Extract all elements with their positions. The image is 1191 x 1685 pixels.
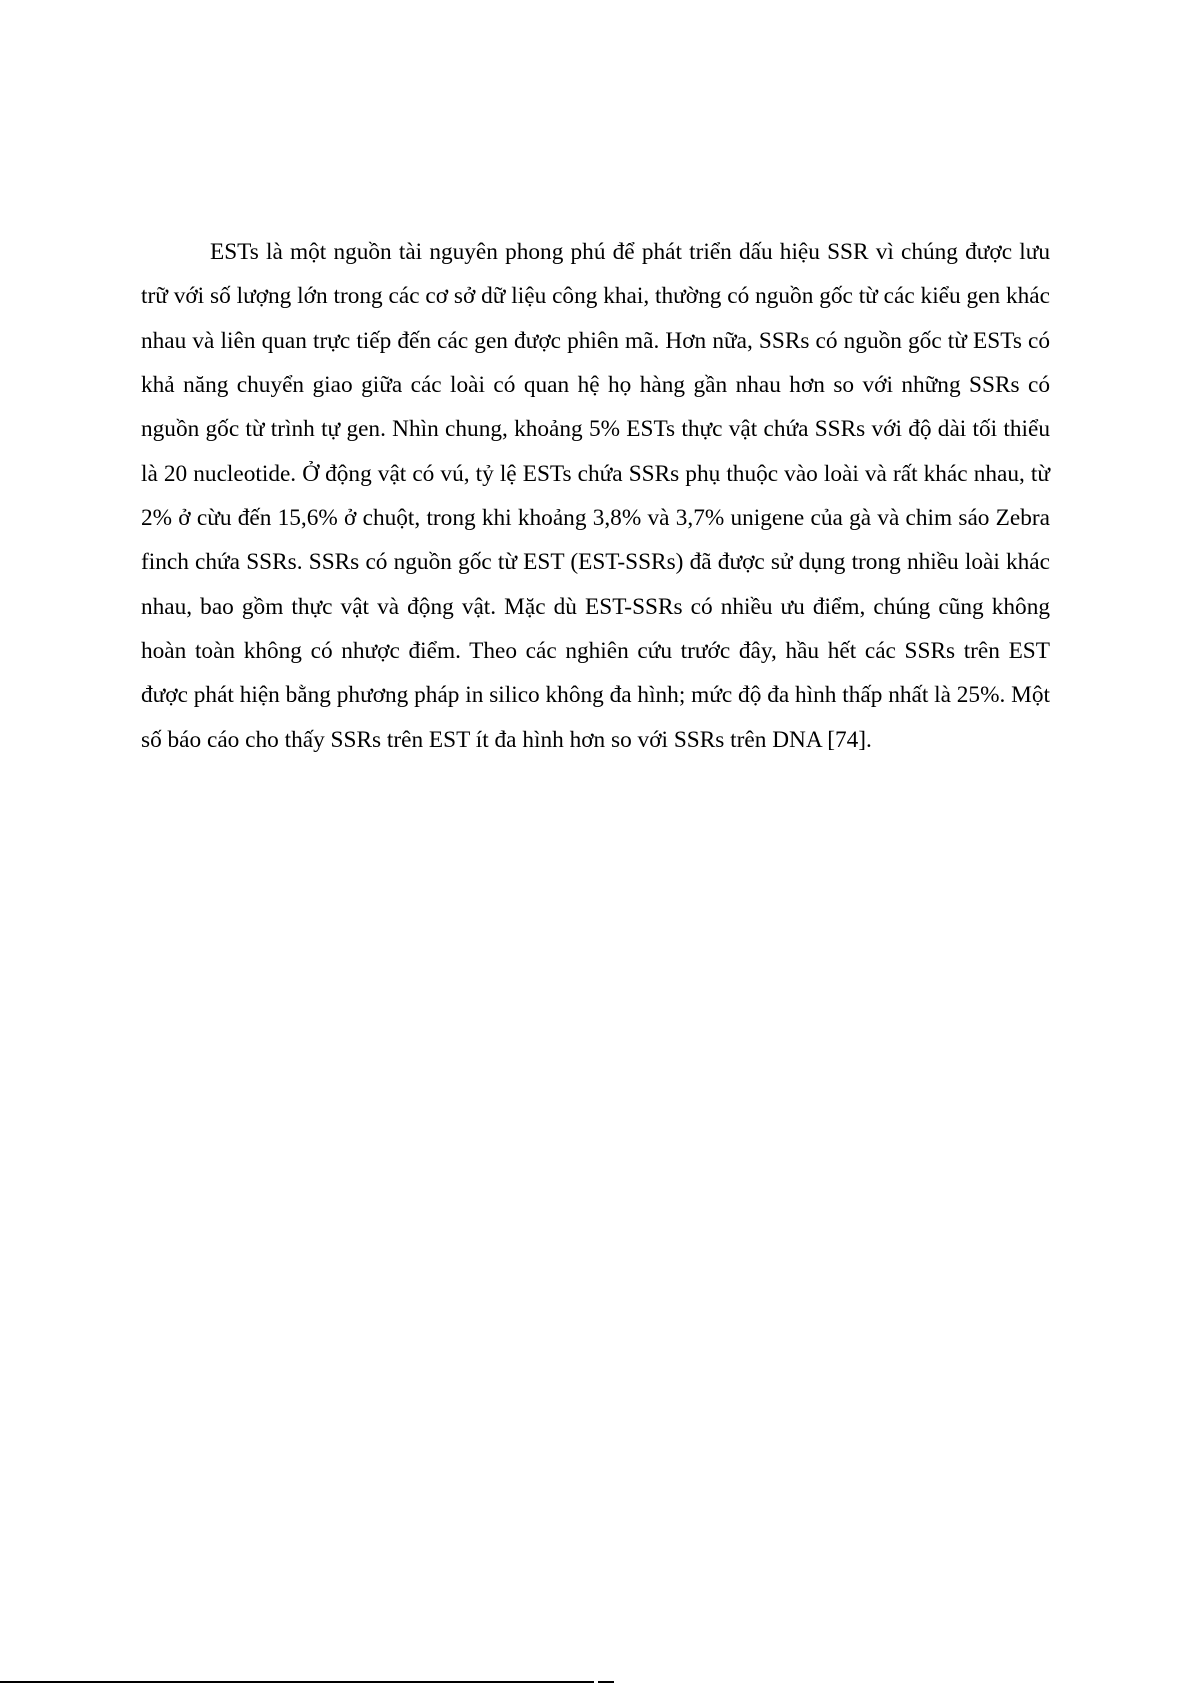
body-paragraph: ESTs là một nguồn tài nguyên phong phú để phát triển dấu hiệu SSR vì chúng được lưu trữ với số lượng lớn trong các cơ sở dữ liệu công khai, thường có nguồn gốc từ các kiểu gen khác nhau và liên quan trực tiếp đến các gen được phiên mã. Hơn nữa, SSRs có nguồn gốc từ ESTs có khả năng chuyển giao giữa các loài có quan hệ họ hàng gần nhau hơn so với những SSRs có nguồn gốc từ trình tự gen. Nhìn chung, khoảng 5% ESTs thực vật chứa SSRs với độ dài tối thiểu là 20 nucleotide. Ở động vật có vú, tỷ lệ ESTs chứa SSRs phụ thuộc vào loài và rất khác nhau, từ 2% ở cừu đến 15,6% ở chuột, trong khi khoảng 3,8% và 3,7% unigene của gà và chim sáo Zebra finch chứa SSRs. SSRs có nguồn gốc từ EST (EST-SSRs) đã được sử dụng trong nhiều loài khác nhau, bao gồm thực vật và động vật. Mặc dù EST-SSRs có nhiều ưu điểm, chúng cũng không hoàn toàn không có nhược điểm. Theo các nghiên cứu trước đây, hầu hết các SSRs trên EST được phát hiện bằng phương pháp in silico không đa hình; mức độ đa hình thấp nhất là 25%. Một số báo cáo cho thấy SSRs trên EST ít đa hình hơn so với SSRs trên DNA [74].	[141, 239, 1050, 753]
footer-divider	[0, 1681, 594, 1683]
footer-divider-tick	[598, 1681, 614, 1683]
